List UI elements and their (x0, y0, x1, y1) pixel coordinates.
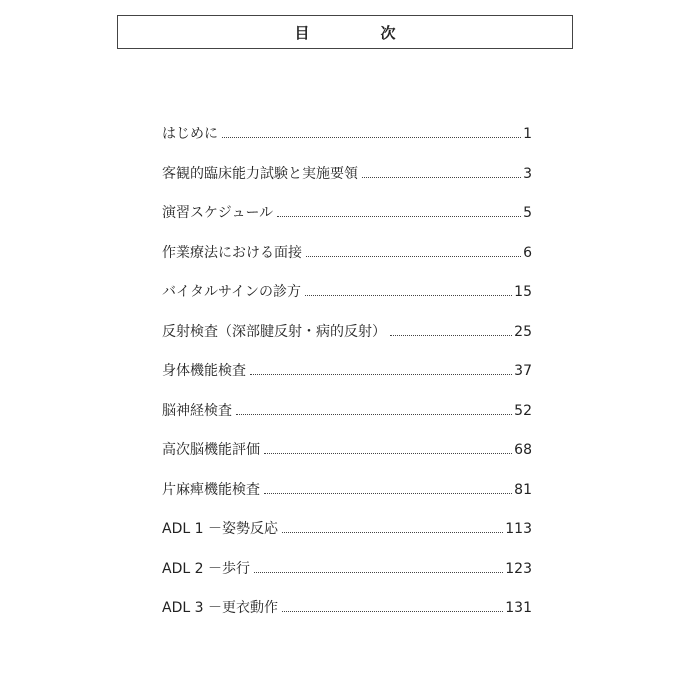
toc-entry[interactable] (162, 519, 532, 559)
toc-entry-label: 演習スケジュール (162, 205, 274, 221)
toc-entry-label: 脳神経検査 (162, 402, 232, 419)
dot-leader (264, 480, 512, 494)
toc-entry-label: 高次脳機能評価 (162, 442, 260, 458)
toc-entry-page: 81 (514, 481, 532, 498)
dot-leader (282, 519, 503, 533)
toc-entry-page: 5 (523, 205, 532, 221)
toc-entry[interactable] (162, 480, 532, 520)
toc-entry-label: ADL 3 －更衣動作 (162, 600, 278, 616)
dot-leader (305, 282, 512, 296)
toc-entry-page: 123 (505, 560, 532, 577)
toc-entry-label: ADL 1 －姿勢反応 (162, 521, 278, 537)
toc-entry-page: 131 (505, 600, 532, 616)
toc-entry-page: 6 (523, 244, 532, 261)
toc-entry[interactable] (162, 440, 532, 480)
dot-leader (362, 164, 521, 178)
toc-entry[interactable] (162, 598, 532, 638)
toc-entry-label: 客観的臨床能力試験と実施要領 (162, 165, 358, 182)
toc-entry-label: 反射検査（深部腱反射・病的反射） (162, 323, 386, 340)
toc-entry-page: 15 (514, 284, 532, 300)
toc-entry[interactable] (162, 282, 532, 322)
dot-leader (222, 124, 521, 138)
dot-leader (264, 440, 512, 454)
toc-entry[interactable] (162, 243, 532, 283)
toc-entry[interactable] (162, 124, 532, 164)
toc-entry-label: はじめに (162, 126, 218, 142)
toc-entry-page: 3 (523, 165, 532, 182)
toc-entry[interactable] (162, 401, 532, 441)
toc-entry-page: 25 (514, 323, 532, 340)
toc-entry[interactable] (162, 322, 532, 362)
dot-leader (236, 401, 512, 415)
title-box (117, 15, 573, 49)
dot-leader (254, 559, 503, 573)
toc-entry-label: ADL 2 －歩行 (162, 560, 250, 577)
toc-entry[interactable] (162, 559, 532, 599)
toc-entry-label: 身体機能検査 (162, 363, 246, 379)
dot-leader (390, 322, 512, 336)
toc-entry-label: 片麻痺機能検査 (162, 481, 260, 498)
toc-entry-page: 52 (514, 402, 532, 419)
toc-entry-page: 113 (505, 521, 532, 537)
toc-entry[interactable] (162, 361, 532, 401)
toc-entry[interactable] (162, 203, 532, 243)
table-of-contents (162, 124, 532, 638)
toc-entry-page: 1 (523, 126, 532, 142)
dot-leader (250, 361, 512, 375)
toc-entry-label: 作業療法における面接 (162, 244, 302, 261)
dot-leader (306, 243, 521, 257)
dot-leader (277, 203, 521, 217)
dot-leader (282, 598, 503, 612)
toc-entry[interactable] (162, 164, 532, 204)
toc-entry-page: 68 (514, 442, 532, 458)
toc-entry-page: 37 (514, 363, 532, 379)
page-title: 目 次 (294, 23, 424, 42)
toc-entry-label: バイタルサインの診方 (162, 284, 302, 300)
